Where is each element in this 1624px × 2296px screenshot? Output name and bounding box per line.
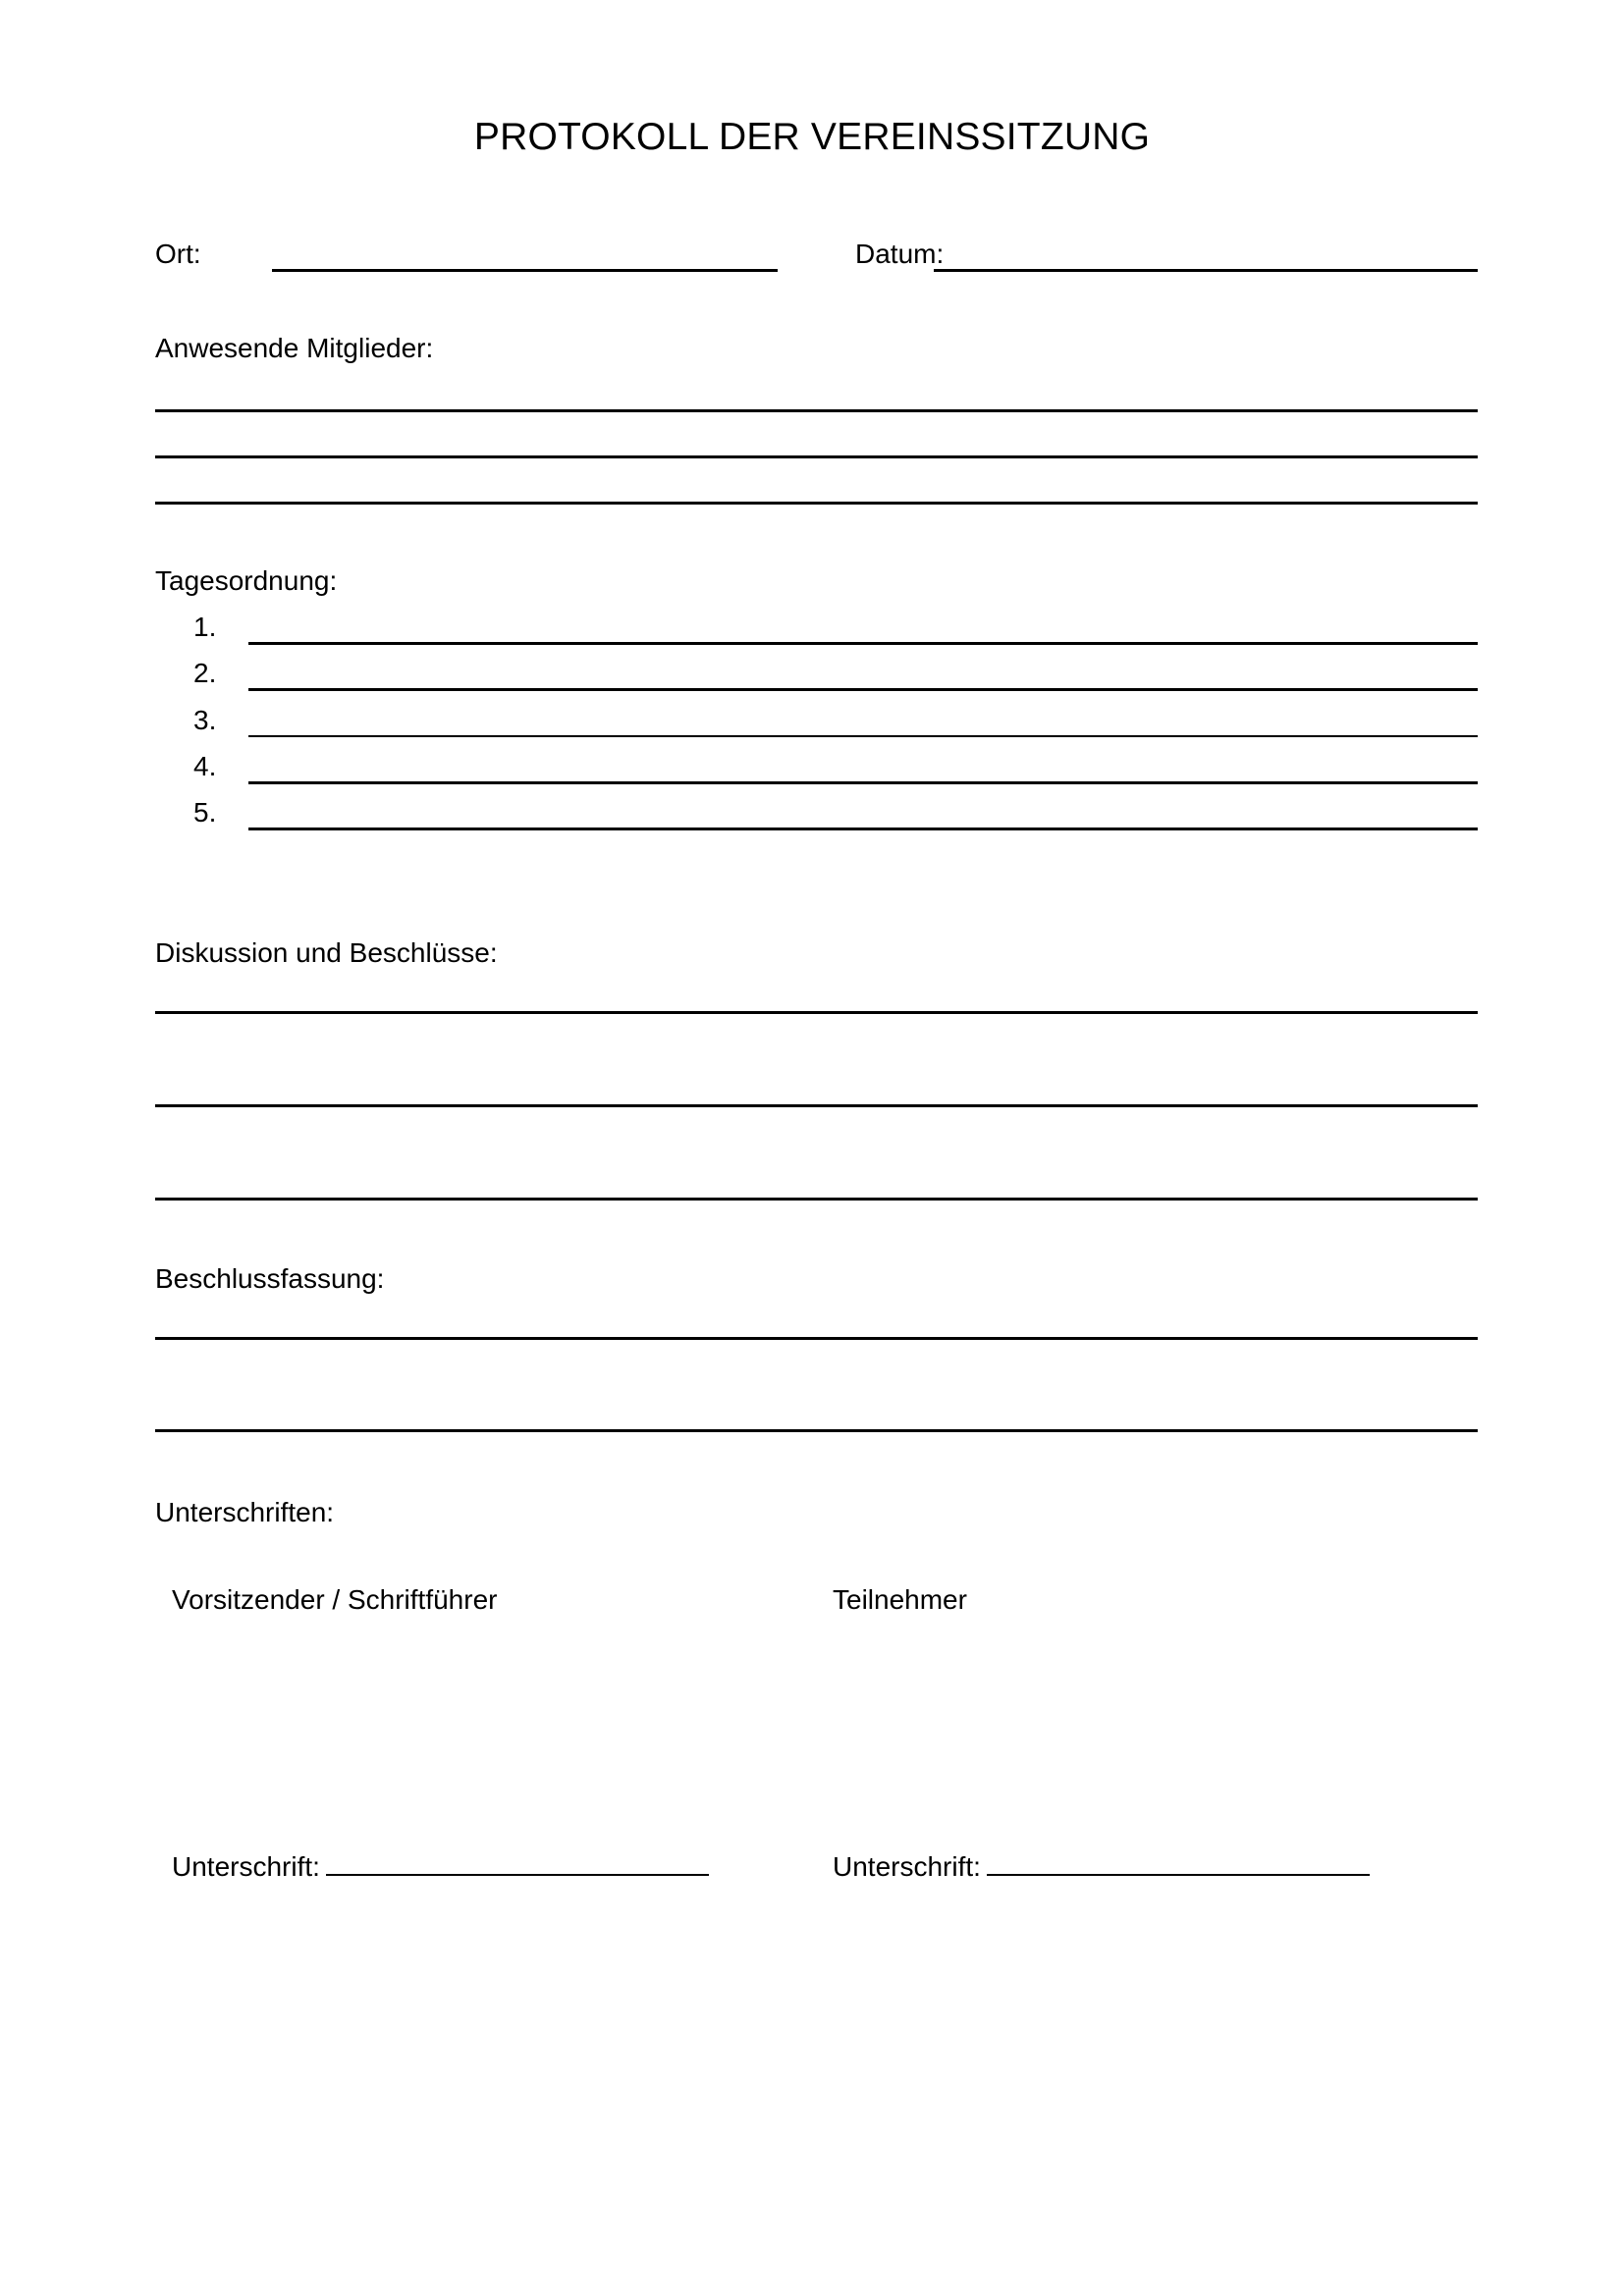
resolution-label: Beschlussfassung: [155,1263,385,1294]
signature-field-left[interactable] [172,1848,709,1883]
signatures-label: Unterschriften: [155,1497,335,1527]
signature-label-left: Unterschrift: [172,1851,320,1882]
ort-field-line[interactable] [272,269,778,272]
signature-line-left[interactable] [326,1848,709,1876]
signature-line-right[interactable] [987,1848,1370,1876]
agenda-number-1: 1. [193,612,217,642]
signature-role-left: Vorsitzender / Schriftführer [172,1584,498,1615]
signature-role-right: Teilnehmer [833,1584,967,1615]
document-title: PROTOKOLL DER VEREINSSITZUNG [473,116,1151,158]
agenda-line-1[interactable] [248,642,1478,645]
signature-field-right[interactable] [833,1848,1370,1883]
agenda-number-5: 5. [193,797,217,828]
discussion-line-2[interactable] [155,1104,1478,1107]
agenda-line-2[interactable] [248,688,1478,691]
signature-label-right: Unterschrift: [833,1851,981,1882]
agenda-label: Tagesordnung: [155,565,338,596]
agenda-line-3[interactable] [248,735,1478,737]
datum-field-line[interactable] [934,269,1478,272]
discussion-line-3[interactable] [155,1198,1478,1201]
discussion-line-1[interactable] [155,1011,1478,1014]
agenda-number-3: 3. [193,705,217,735]
agenda-line-4[interactable] [248,781,1478,784]
members-line-3[interactable] [155,502,1478,505]
members-line-1[interactable] [155,409,1478,412]
members-line-2[interactable] [155,455,1478,458]
datum-label: Datum: [855,239,945,269]
resolution-line-2[interactable] [155,1429,1478,1432]
discussion-label: Diskussion und Beschlüsse: [155,937,498,968]
agenda-line-5[interactable] [248,828,1478,830]
members-label: Anwesende Mitglieder: [155,333,434,363]
ort-label: Ort: [155,239,201,269]
resolution-line-1[interactable] [155,1337,1478,1340]
agenda-number-4: 4. [193,751,217,781]
agenda-number-2: 2. [193,658,217,688]
